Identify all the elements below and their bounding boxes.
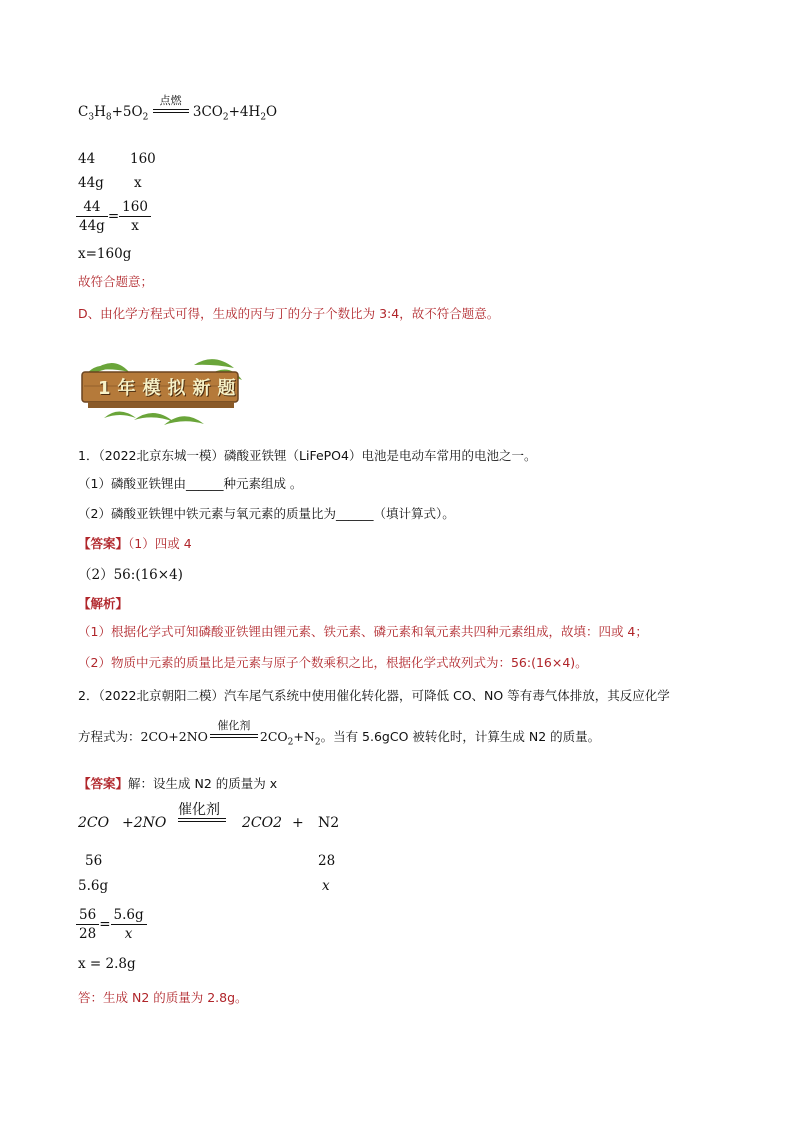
- q2-answer-line: 【答案】解：设生成 N2 的质量为 x: [78, 776, 278, 791]
- q1-analysis-label: 【解析】: [78, 596, 129, 611]
- option-d: D、由化学方程式可得，生成的丙与丁的分子个数比为 3:4，故不符合题意。: [78, 306, 500, 321]
- q1-analysis2: （2）物质中元素的质量比是元素与原子个数乘积之比，根据化学式故列式为：56:(16×4)。: [78, 655, 588, 670]
- mass-row-1: 44 160: [78, 151, 156, 167]
- q1-answer2: （2）56:(16×4): [78, 567, 183, 583]
- q1-answer-line: [78, 534, 192, 552]
- reaction-condition: 点燃: [153, 109, 189, 116]
- q1-analysis1: （1）根据化学式可知磷酸亚铁锂由锂元素、铁元素、磷元素和氧元素共四种元素组成，故填：四或 4；: [78, 624, 648, 639]
- q1-part1: （1）磷酸亚铁锂由______种元素组成 。: [78, 476, 303, 491]
- q2-final-answer: 答：生成 N2 的质量为 2.8g。: [78, 990, 248, 1005]
- q2-stem: 2．（2022北京朝阳二模）汽车尾气系统中使用催化转化器，可降低 CO、NO 等有毒气体排放，其反应化学: [78, 688, 670, 703]
- q2-molar-2: 28: [318, 853, 336, 869]
- q2-condition: 催化剂: [210, 734, 258, 741]
- section-banner: [74, 350, 244, 430]
- q1-answer1: （1）四或 4: [128, 536, 192, 551]
- proportion-equation: $\frac{44}{44g}$ = $\frac{160}{x}$: [76, 198, 151, 235]
- q2-stem-line2: 方程式为：2CO+2NO 催化剂 $2CO_2+N_2$。当有 5.6gCO 被转化时，计算生成 N2 的质量。: [78, 719, 601, 748]
- conclusion-c: 故符合题意；: [78, 274, 154, 289]
- q1-stem: 1．（2022北京东城一模）磷酸亚铁锂（LiFePO4）电池是电动车常用的电池之一。: [78, 448, 537, 463]
- q2-result: x = 2.8g: [78, 956, 136, 972]
- q1-part2: （2）磷酸亚铁锂中铁元素与氧元素的质量比为______（填计算式）。: [78, 506, 455, 521]
- q1-answer-label: 【答案】: [78, 536, 129, 551]
- combustion-equation: $C_3H_8+5O_2$ 点燃 $3CO_2+4H_2O$: [78, 94, 278, 123]
- banner-title: 1年模拟新题: [98, 378, 243, 399]
- q2-proportion: $\frac{56}{28}$ = $\frac{5.6g}{x}$: [76, 906, 147, 943]
- q2-mass-1: 5.6g: [78, 878, 109, 894]
- mass-row-2: 44g x: [78, 175, 142, 191]
- result-x: x=160g: [78, 246, 132, 262]
- q2-equation: 2CO +2NO 催化剂 2CO2 + N2: [78, 802, 340, 831]
- q2-mass-2: x: [322, 878, 330, 894]
- q2-molar-1: 56: [85, 853, 103, 869]
